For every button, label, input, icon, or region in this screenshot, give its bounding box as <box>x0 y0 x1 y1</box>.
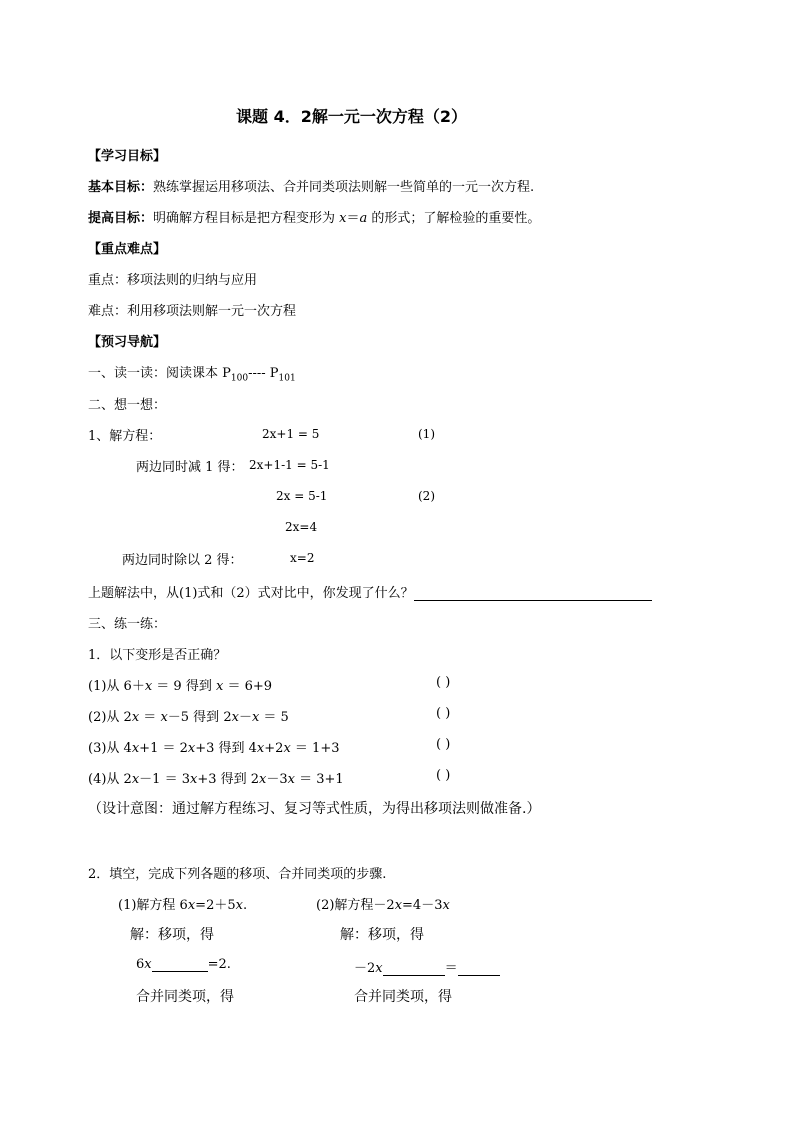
subtract-step-equation: 2x+1-1 = 5-1 <box>249 458 330 472</box>
item-text: ＝ 3+1 <box>295 772 344 787</box>
item-text: － <box>238 710 252 725</box>
comparison-question-text: 上题解法中，从(1)式和（2）式对比中，你发现了什么？ <box>88 586 414 601</box>
page-end: 101 <box>278 373 296 384</box>
item-text: (2)从 2 <box>88 710 132 725</box>
var-x: x <box>131 710 140 725</box>
var-x: x <box>131 772 140 787</box>
section-heading-key-points: 【重点难点】 <box>88 242 167 257</box>
fill-text: =2. <box>207 957 231 972</box>
var-x: x <box>375 961 383 976</box>
exercise-1-item <box>88 675 272 694</box>
basic-objective-text: 熟练掌握运用移项法、合并同类项法则解一些简单的一元一次方程. <box>153 180 535 195</box>
problem-text: =2＋5 <box>195 898 236 913</box>
equation-1-number: (1) <box>418 427 435 441</box>
problem-text: =4－3 <box>402 898 443 913</box>
basic-objective-label: 基本目标： <box>88 180 154 195</box>
fill-text: －2 <box>354 961 376 976</box>
fill-text: 6 <box>136 957 145 972</box>
item-text: (4)从 2 <box>88 772 132 787</box>
var-x: x <box>144 679 153 694</box>
basic-objective <box>88 176 534 195</box>
difficult-point: 难点：利用移项法则解一元一次方程 <box>88 304 297 319</box>
solve-label: 1、解方程： <box>88 429 162 444</box>
fill-line-1 <box>136 957 231 972</box>
key-point: 重点：移项法则的归纳与应用 <box>88 273 258 288</box>
combine-step-1: 合并同类项，得 <box>136 989 234 1005</box>
var-x: x <box>442 898 450 913</box>
item-text: ＝ <box>139 710 161 725</box>
problem-text: . <box>242 898 248 913</box>
equation-2: 2x = 5-1 <box>276 489 328 503</box>
exercise-1-item <box>88 768 344 787</box>
fill-line-2 <box>354 957 500 976</box>
exercise-1-item <box>88 737 339 756</box>
var-x: x <box>287 772 295 787</box>
item-text: ＝ 5 <box>259 710 289 725</box>
divide-step-label: 两边同时除以 2 得： <box>122 553 243 568</box>
item-text: －5 得到 2 <box>167 710 232 725</box>
var-x: x <box>256 741 265 756</box>
var-x: x <box>131 741 140 756</box>
item-text: －3 <box>266 772 288 787</box>
exercise-1-title: 1．以下变形是否正确？ <box>88 648 227 663</box>
var-x: x <box>189 772 198 787</box>
solve-move-2: 解：移项，得 <box>340 927 424 943</box>
equation-2-number: (2) <box>418 489 435 503</box>
item-text: ＝ 6+9 <box>223 679 273 694</box>
combine-step-2: 合并同类项，得 <box>354 989 452 1005</box>
var-x: x <box>394 898 403 913</box>
var-x: x <box>259 772 267 787</box>
answer-parentheses[interactable]: ( ) <box>436 768 451 783</box>
answer-parentheses[interactable]: ( ) <box>436 706 451 721</box>
item-text: －1 ＝ 3 <box>139 772 190 787</box>
advanced-objective <box>88 207 540 226</box>
item-text: ＝ 9 得到 <box>152 679 216 694</box>
answer-parentheses[interactable]: ( ) <box>436 737 451 752</box>
section-heading-preview: 【预习导航】 <box>88 335 167 350</box>
problem-1 <box>118 894 247 913</box>
problem-2 <box>316 894 450 913</box>
fill-blank-2[interactable] <box>383 962 445 976</box>
advanced-objective-label: 提高目标： <box>88 211 154 226</box>
item-text: ＝ 1+3 <box>290 741 340 756</box>
fill-blank-1[interactable] <box>152 958 208 972</box>
answer-blank[interactable] <box>414 587 652 601</box>
comparison-question <box>88 582 652 601</box>
answer-parentheses[interactable]: ( ) <box>436 675 451 690</box>
exercise-2-title: 2．填空，完成下列各题的移项、合并同类项的步骤. <box>88 867 387 882</box>
practice-heading: 三、练一练： <box>88 617 167 632</box>
fill-blank-3[interactable] <box>458 962 500 976</box>
subtract-step-label: 两边同时减 1 得： <box>136 460 244 475</box>
item-text: +3 得到 2 <box>197 772 260 787</box>
problem-text: (1)解方程 6 <box>118 898 188 913</box>
var-a: a <box>359 211 368 226</box>
advanced-objective-text-end: 的形式；了解检验的重要性。 <box>367 211 541 226</box>
item-text: (3)从 4 <box>88 741 132 756</box>
var-x: x <box>187 741 196 756</box>
var-x: x <box>215 679 224 694</box>
var-x: x <box>283 741 291 756</box>
design-note: （设计意图：通过解方程练习、复习等式性质，为得出移项法则做准备.） <box>88 801 541 817</box>
var-x: x <box>187 898 196 913</box>
read-instruction <box>88 362 296 384</box>
fill-text: ＝ <box>444 961 458 976</box>
equation-1: 2x+1 = 5 <box>262 427 320 441</box>
var-x: x <box>231 710 239 725</box>
item-text: +3 得到 4 <box>195 741 257 756</box>
read-dash: ---- P <box>248 366 279 381</box>
var-x: x <box>251 710 260 725</box>
var-x: x <box>339 211 347 226</box>
page-start: 100 <box>230 373 249 384</box>
advanced-objective-text: 明确解方程目标是把方程变形为 <box>153 211 340 226</box>
equation-3: 2x=4 <box>285 520 318 534</box>
item-text: +2 <box>264 741 284 756</box>
item-text: (1)从 6＋ <box>88 679 145 694</box>
page-title: 课题 4．2解一元一次方程（2） <box>236 107 467 126</box>
section-heading-objectives: 【学习目标】 <box>88 149 167 164</box>
var-x: x <box>235 898 243 913</box>
var-x: x <box>144 957 152 972</box>
item-text: +1 ＝ 2 <box>139 741 188 756</box>
problem-text: (2)解方程－2 <box>316 898 395 913</box>
var-x: x <box>160 710 168 725</box>
exercise-1-item <box>88 706 289 725</box>
think-heading: 二、想一想： <box>88 398 167 413</box>
divide-step-equation: x=2 <box>290 551 315 565</box>
read-text: 一、读一读：阅读课本 P <box>88 366 231 381</box>
equals-sign: ＝ <box>346 211 360 226</box>
solve-move-1: 解：移项，得 <box>130 927 214 943</box>
